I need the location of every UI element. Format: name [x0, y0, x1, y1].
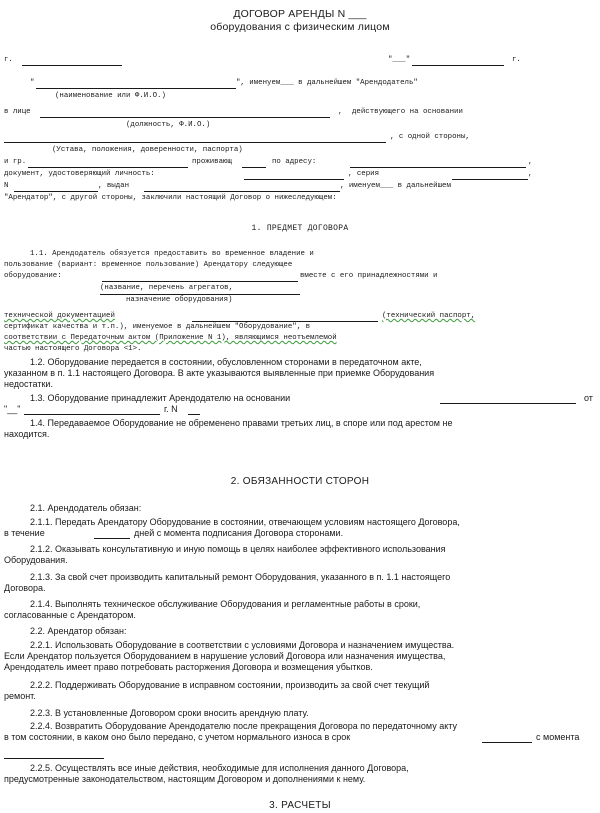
section2-heading: 2. ОБЯЗАННОСТИ СТОРОН: [230, 476, 370, 487]
p12-line3: недостатки.: [4, 379, 53, 389]
series-blank: [452, 179, 528, 180]
named-lessee: , именуем___ в дальнейшем: [340, 182, 451, 190]
one-side: , с одной стороны,: [390, 133, 470, 141]
p13-line1a: 1.3. Оборудование принадлежит Арендодателю на основании: [30, 393, 291, 403]
p14-line1: 1.4. Передаваемое Оборудование не обременено правами третьих лиц, в споре или под арестом не: [30, 418, 453, 428]
comma-sep: ,: [528, 170, 533, 178]
tech-docs-blank: [192, 321, 378, 322]
caption-purpose: назначение оборудования): [126, 296, 233, 304]
p22: 2.2. Арендатор обязан:: [30, 626, 127, 636]
section1-heading: 1. ПРЕДМЕТ ДОГОВОРА: [251, 224, 349, 233]
basis-blank: [4, 142, 386, 143]
date-blank: [412, 65, 504, 66]
p224-line1: 2.2.4. Возвратить Оборудование Арендодателю после прекращения Договора по передаточному акту: [30, 721, 457, 731]
p213-line1: 2.1.3. За свой счет производить капитальный ремонт Оборудования, указанного в п. 1.1 настоящего: [30, 572, 451, 582]
p221-line1: 2.2.1. Использовать Оборудование в соответствии с условиями Договора и назначением имущества.: [30, 640, 455, 650]
basis-doc-blank: [440, 403, 576, 404]
p13-line1b: от: [584, 393, 593, 403]
p225-line2: предусмотренные законодательством, настоящим Договором и дополнениями к нему.: [4, 774, 366, 784]
document-title: ДОГОВОР АРЕНДЫ N ___: [233, 8, 367, 20]
p11-line3b: вместе с его принадлежностями и: [300, 272, 438, 280]
p12-line2: указанном в п. 1.1 настоящего Договора. В акте указываются выявленные при приемке Оборудования: [4, 368, 435, 378]
p214-line1: 2.1.4. Выполнять техническое обслуживание Оборудования и регламентные работы в сроки,: [30, 599, 421, 609]
lessee-closing: "Арендатор", с другой стороны, заключили настоящий Договор о нижеследующем:: [4, 194, 337, 202]
p211-line1: 2.1.1. Передать Арендатору Оборудование в состоянии, отвечающем условиям настоящего Договора,: [30, 517, 460, 527]
residing: проживающ: [192, 158, 232, 166]
p222-line1: 2.2.2. Поддерживать Оборудование в исправном состоянии, производить за свой счет текущий: [30, 680, 430, 690]
p221-line2: Если Арендатор пользуется Оборудованием в нарушение условий Договора или назначения имущества,: [4, 651, 446, 661]
year-suffix: г.: [512, 56, 521, 64]
position-caption: (должность, Ф.И.О.): [126, 121, 211, 129]
p13-line2a: "__": [4, 404, 21, 414]
residing-suffix-blank: [242, 167, 266, 168]
issued-blank: [144, 191, 340, 192]
p13-line2b: г. N: [164, 404, 178, 414]
p223: 2.2.3. В установленные Договором сроки вносить арендную плату.: [30, 708, 309, 718]
p14-line2: находится.: [4, 429, 50, 439]
document-subtitle: оборудования с физическим лицом: [210, 21, 390, 33]
p222-line2: ремонт.: [4, 691, 36, 701]
return-moment-blank: [4, 758, 104, 759]
p225-line1: 2.2.5. Осуществлять все иные действия, необходимые для исполнения данного Договора,: [30, 763, 409, 773]
issued-label: , выдан: [98, 182, 130, 190]
acting-basis: действующего на основании: [352, 108, 463, 116]
p214-line2: согласованные с Арендатором.: [4, 610, 136, 620]
comma-sep: ,: [338, 108, 343, 116]
p11-line5: сертификат качества и т.п.), именуемое в дальнейшем "Оборудование", в: [4, 323, 311, 331]
equipment-blank-2: [100, 294, 300, 295]
quote-open: ": [30, 79, 35, 87]
number-blank: [14, 191, 98, 192]
at-address: по адресу:: [272, 158, 317, 166]
in-person-label: в лице: [4, 108, 31, 116]
comma-sep: ,: [528, 158, 533, 166]
p211-line2b: дней с момента подписания Договора сторонами.: [134, 528, 344, 538]
city-prefix: г.: [4, 56, 13, 64]
p11-line2: пользование (вариант: временное пользование) Арендатору следующее: [4, 261, 293, 269]
p212-line2: Оборудования.: [4, 555, 68, 565]
p11-line4a: технической документацией: [4, 312, 115, 320]
number-prefix: N: [4, 182, 9, 190]
p224-line2b: с момента: [536, 732, 580, 742]
p11-line7: частью настоящего Договора <1>.: [4, 345, 142, 353]
return-term-blank: [482, 742, 532, 743]
address-blank: [350, 167, 526, 168]
representative-blank: [40, 117, 330, 118]
city-blank: [22, 65, 122, 66]
and-citizen: и гр.: [4, 158, 27, 166]
p11-line3a: оборудование:: [4, 272, 62, 280]
p12-line1: 1.2. Оборудование передается в состоянии, обусловленном сторонами в передаточном акте,: [30, 357, 422, 367]
lessor-line-tail: ", именуем___ в дальнейшем "Арендодатель": [236, 79, 418, 87]
p11-line4b: (технический паспорт,: [382, 312, 476, 320]
citizen-name-blank: [28, 167, 188, 168]
basis-number-blank: [188, 414, 200, 415]
p213-line2: Договора.: [4, 583, 46, 593]
basis-date-blank: [24, 414, 160, 415]
equipment-blank: [102, 281, 298, 282]
p211-line2a: в течение: [4, 528, 45, 538]
series-label: , серия: [348, 170, 380, 178]
date-day: "___": [388, 56, 411, 64]
caption-name: (название, перечень агрегатов,: [100, 284, 234, 292]
docs-caption: (Устава, положения, доверенности, паспорта): [52, 146, 243, 154]
id-document: документ, удостоверяющий личность:: [4, 170, 155, 178]
p221-line3: Арендодатель имеет право потребовать расторжения Договора и возмещения убытков.: [4, 662, 373, 672]
section3-heading: 3. РАСЧЕТЫ: [269, 800, 331, 811]
p21: 2.1. Арендодатель обязан:: [30, 503, 142, 513]
lessor-name-blank: [36, 88, 236, 89]
id-doc-blank: [244, 179, 344, 180]
days-blank: [94, 538, 130, 539]
p11-line1: 1.1. Арендодатель обязуется предоставить во временное владение и: [30, 250, 314, 258]
p11-line6: соответствии с Передаточным актом (Приложение N 1), являющимся неотъемлемой: [4, 334, 337, 342]
lessor-caption: (наименование или Ф.И.О.): [55, 92, 166, 100]
p212-line1: 2.1.2. Оказывать консультативную и иную помощь в целях наиболее эффективного использования: [30, 544, 446, 554]
p224-line2a: в том состоянии, в каком оно было передано, с учетом нормального износа в срок: [4, 732, 351, 742]
